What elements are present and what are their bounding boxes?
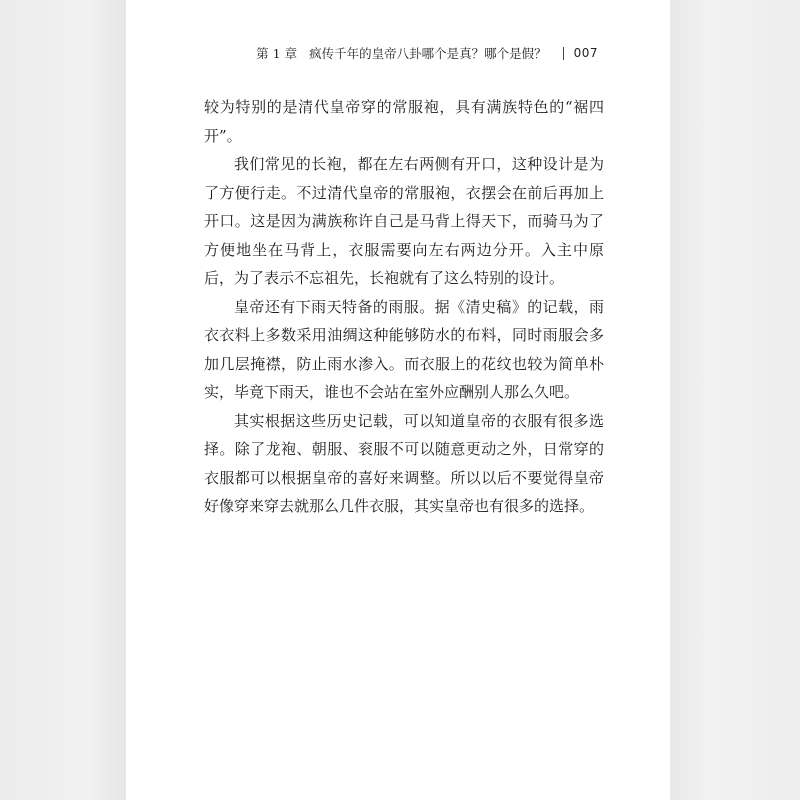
- book-page: [126, 0, 670, 800]
- paragraph: 其实根据这些历史记载，可以知道皇帝的衣服有很多选择。除了龙袍、朝服、衮服不可以随意更动之外，日常穿的衣服都可以根据皇帝的喜好来调整。所以以后不要觉得皇帝好像穿来穿去就那么几件衣服，其实皇帝也有很多的选择。: [204, 411, 604, 515]
- left-margin-shadow: [0, 0, 126, 800]
- running-head: [256, 44, 598, 62]
- header-divider: [563, 47, 564, 60]
- paragraph-continued: 较为特别的是清代皇帝穿的常服袍，具有满族特色的“裾四开”。: [204, 98, 604, 145]
- paragraph: 我们常见的长袍，都在左右两侧有开口，这种设计是为了方便行走。不过清代皇帝的常服袍，衣摆会在前后再加上开口。这是因为满族称许自己是马背上得天下，而骑马为了方便地坐在马背上，衣服需要向左右两边分开。入主中原后，为了表示不忘祖先，长袍就有了这么特别的设计。: [204, 155, 604, 287]
- chapter-label: 第 1 章: [256, 46, 298, 61]
- chapter-title: 疯传千年的皇帝八卦哪个是真？哪个是假？: [309, 46, 547, 61]
- page-number: 007: [573, 46, 598, 60]
- right-margin-shadow: [670, 0, 800, 800]
- body-text: [204, 93, 604, 521]
- paragraph: 皇帝还有下雨天特备的雨服。据《清史稿》的记载，雨衣衣料上多数采用油绸这种能够防水的布料，同时雨服会多加几层掩襟，防止雨水渗入。而衣服上的花纹也较为简单朴实，毕竟下雨天，谁也不会站在室外应酬别人那么久吧。: [204, 297, 604, 401]
